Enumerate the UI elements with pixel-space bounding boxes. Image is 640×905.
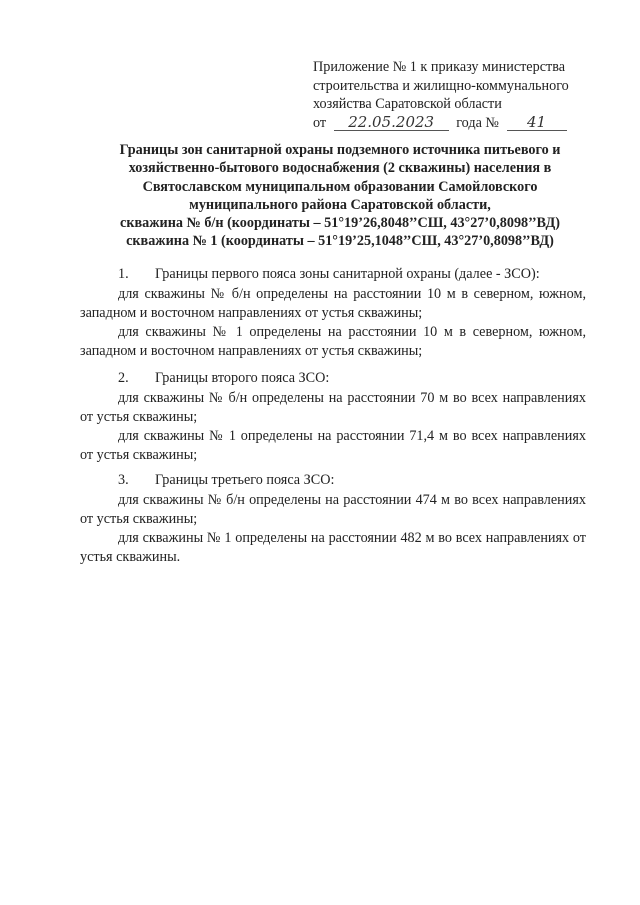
title-line-3: Святославском муниципальном образовании Самойловского	[142, 178, 538, 195]
header-line-2: строительства и жилищно-коммунального	[313, 77, 569, 94]
document-title	[60, 141, 620, 251]
section-3-number: 3.	[118, 472, 129, 488]
section-1-paragraph-1: для скважины № б/н определены на расстоянии 10 м в северном, южном, западном и восточном направлениях от устья скважины;	[80, 286, 586, 321]
section-1-heading	[118, 266, 540, 283]
title-line-1: Границы зон санитарной охраны подземного источника питьевого и	[119, 142, 561, 158]
title-line-2: хозяйственно-бытового водоснабжения (2 скважины) населения в	[128, 160, 552, 177]
section-2-paragraph-1: для скважины № б/н определены на расстоянии 70 м во всех направлениях от устья скважины;	[80, 390, 586, 425]
header-line-1: Приложение № 1 к приказу министерства	[313, 59, 566, 75]
section-1-number: 1.	[118, 266, 129, 282]
title-line-4: муниципального района Саратовской области,	[189, 196, 491, 213]
section-3-paragraph-1: для скважины № б/н определены на расстоянии 474 м во всех направлениях от устья скважины;	[80, 492, 586, 527]
header-line-3: хозяйства Саратовской области	[313, 96, 502, 112]
section-1-heading-text: Границы первого пояса зоны санитарной охраны (далее - ЗСО):	[155, 266, 540, 282]
handwritten-order-number: 41	[507, 114, 567, 131]
section-2-number: 2.	[118, 370, 129, 386]
handwritten-date: 22.05.2023	[334, 114, 449, 131]
section-2-paragraph-2: для скважины № 1 определены на расстоянии 71,4 м во всех направлениях от устья скважины;	[80, 428, 586, 463]
from-label: от	[313, 114, 327, 131]
title-line-5: скважина № б/н (координаты – 51°19’26,8048’’СШ, 43°27’0,8098’’ВД)	[120, 215, 560, 232]
section-2-heading-text: Границы второго пояса ЗСО:	[155, 370, 330, 386]
order-date-line	[313, 114, 613, 133]
year-number-label: года №	[456, 114, 499, 131]
section-3-heading	[118, 472, 334, 489]
section-3-body	[80, 491, 586, 567]
section-3-heading-text: Границы третьего пояса ЗСО:	[155, 472, 335, 488]
section-1-body	[80, 285, 586, 361]
section-1-paragraph-2: для скважины № 1 определены на расстоянии 10 м в северном, южном, западном и восточном направлениях от устья скважины;	[80, 324, 586, 359]
section-2-body	[80, 389, 586, 465]
section-3-paragraph-2: для скважины № 1 определены на расстоянии 482 м во всех направлениях от устья скважины.	[80, 530, 586, 565]
appendix-header	[313, 58, 613, 132]
section-2-heading	[118, 370, 329, 387]
title-line-6: скважина № 1 (координаты – 51°19’25,1048’’СШ, 43°27’0,8098’’ВД)	[126, 233, 554, 250]
